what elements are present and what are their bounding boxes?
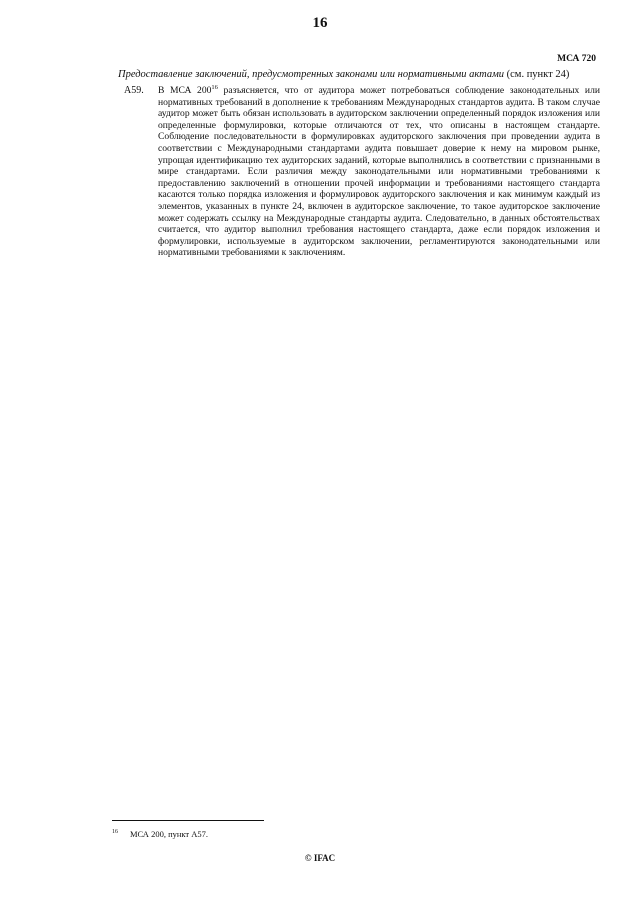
standard-reference: МСА 720	[557, 54, 596, 64]
footnote-reference: 16	[211, 83, 218, 91]
paragraph-lead: В МСА 200	[158, 85, 212, 96]
section-heading	[118, 69, 598, 80]
section-heading-reference: (см. пункт 24)	[504, 69, 570, 80]
footnote-mark: 16	[112, 829, 118, 835]
footnote	[112, 829, 208, 839]
footnote-text: МСА 200, пункт A57.	[130, 829, 209, 839]
paragraph-text: разъясняется, что от аудитора может потребоваться соблюдение законодательных или нормативных требований в дополнение к требованиям Международных стандартов аудита. В таком случае аудитор может быть обязан использовать в аудиторском заключении определенный порядок изложения или определенные формулировки, которые отличаются от тех, что описаны в настоящем стандарте. Соблюдение последовательности в формулировках аудиторского заключения при проведении аудита в соответствии с Международными стандартами аудита повышает доверие к нему на мировом рынке, упрощая идентификацию тех аудиторских заданий, которые выполнялись в соответствии с признанными в мире стандартами. Если различия между законодательными или нормативными требованиями к предоставлению заключений в отношении прочей информации и требованиями настоящего стандарта касаются только порядка изложения и формулировок аудиторского заключения и как минимум каждый из элементов, указанных в пункте 24, включен в аудиторское заключение, то такое аудиторское заключение может содержать ссылку на Международные стандарты аудита. Следовательно, в данных обстоятельствах считается, что аудитор выполнил требования настоящего стандарта, даже если порядок изложения и формулировки, используемые в аудиторском заключении, регламентируются законодательными или нормативными требованиями к заключениям.	[158, 85, 600, 259]
paragraph-number: A59.	[124, 85, 144, 96]
section-heading-title: Предоставление заключений, предусмотренных законами или нормативными актами	[118, 69, 505, 80]
page-number: 16	[312, 15, 328, 31]
copyright-footer: © IFAC	[304, 853, 336, 863]
paragraph-body	[158, 85, 600, 259]
footnote-divider	[112, 820, 264, 821]
